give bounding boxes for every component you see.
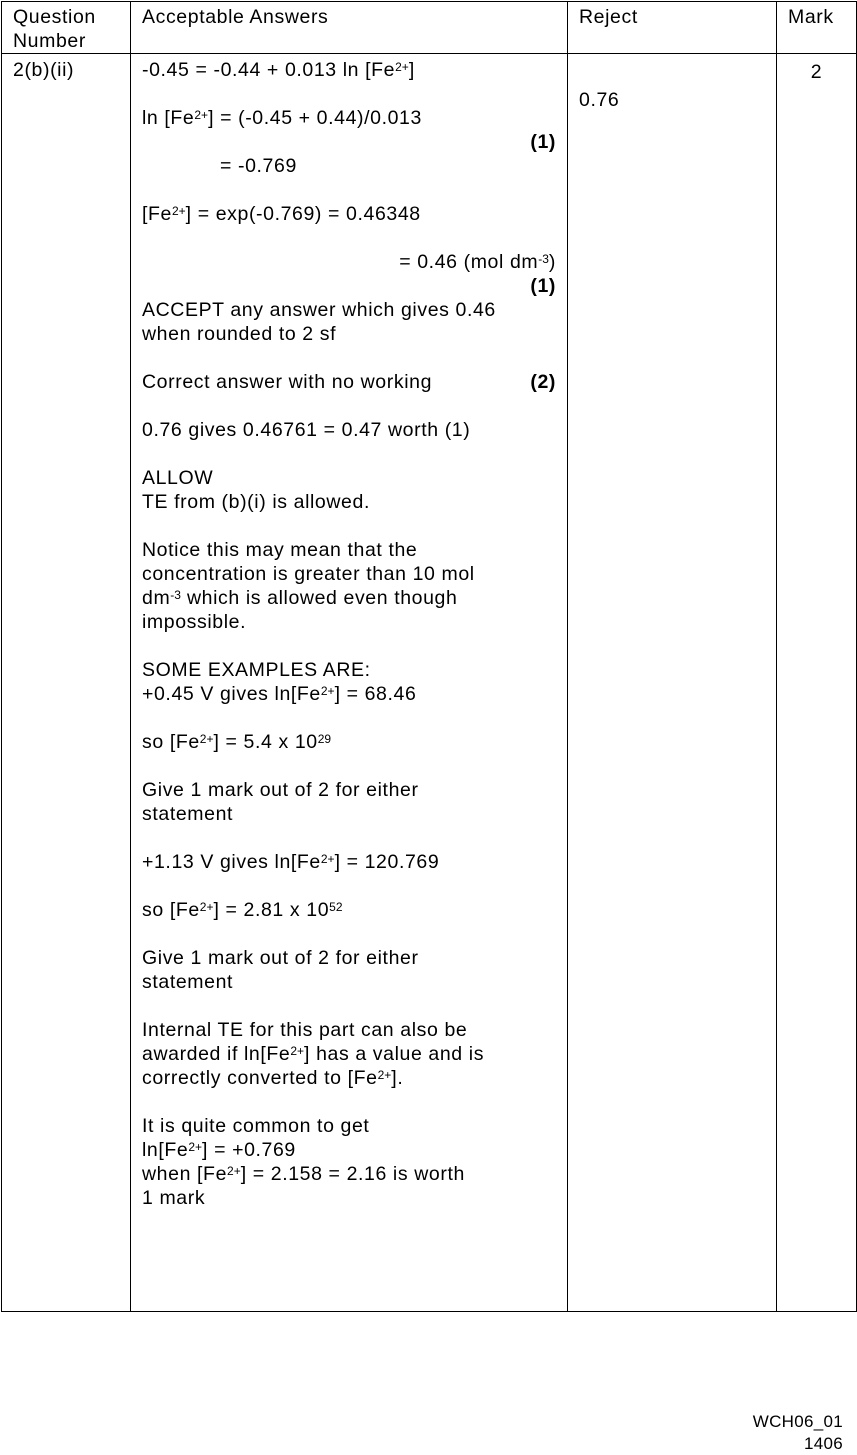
header-reject: Reject bbox=[568, 2, 777, 54]
header-mark: Mark bbox=[777, 2, 857, 54]
common-error-note: $\ln[Fe^{2+}] = +0.769$ bbox=[142, 1139, 296, 1161]
mark-value: 2 bbox=[777, 54, 857, 1312]
header-row bbox=[2, 2, 857, 54]
internal-te-note: correctly converted to $[Fe^{2+}]$. bbox=[142, 1067, 404, 1089]
answer-row bbox=[2, 54, 857, 1312]
mark-allocation: (1) bbox=[530, 275, 556, 297]
give-mark-note: Give 1 mark out of 2 for either bbox=[142, 947, 419, 969]
common-error-note: when $[Fe^{2+}] = 2.158 = 2.16$ is worth bbox=[142, 1163, 465, 1185]
question-number: 2(b)(ii) bbox=[2, 54, 131, 1312]
answer-exp-line: $[Fe^{2+}] = \exp(-0.769) = 0.46348$ bbox=[142, 203, 421, 225]
answer-final-line: = 0.46 (mol $dm^{-3}$) bbox=[399, 251, 556, 273]
examples-heading: SOME EXAMPLES ARE: bbox=[142, 659, 371, 681]
acceptable-answers bbox=[131, 54, 568, 1312]
mark-scheme-table bbox=[1, 1, 857, 1312]
answer-value-line: = -0.769 bbox=[220, 155, 297, 177]
reject-value: 0.76 bbox=[579, 89, 620, 111]
internal-te-note: awarded if $\ln[Fe^{2+}]$ has a value and is bbox=[142, 1043, 485, 1065]
allow-heading: ALLOW bbox=[142, 467, 214, 489]
answer-equation-line: -0.45 = -0.44 + 0.013 $\ln [Fe^{2+}]$ bbox=[142, 59, 415, 81]
notice-note: $dm^{-3}$ which is allowed even though bbox=[142, 587, 458, 609]
exam-session: 1406 bbox=[803, 1434, 843, 1453]
accept-note: when rounded to 2 sf bbox=[142, 323, 337, 345]
notice-note: impossible. bbox=[142, 611, 247, 633]
common-error-note: 1 mark bbox=[142, 1187, 206, 1209]
notice-note: Notice this may mean that the bbox=[142, 539, 418, 561]
internal-te-note: Internal TE for this part can also be bbox=[142, 1019, 468, 1041]
answer-rearranged-line: $\ln [Fe^{2+}] = (-0.45 + 0.44)/0.013$ bbox=[142, 107, 422, 129]
give-mark-note: Give 1 mark out of 2 for either bbox=[142, 779, 419, 801]
example-line: +0.45 V gives $\ln[Fe^{2+}] = 68.46$ bbox=[142, 683, 417, 705]
notice-note: concentration is greater than 10 mol bbox=[142, 563, 475, 585]
page-footer bbox=[753, 1411, 843, 1455]
alternative-value-note: 0.76 gives 0.46761 = 0.47 worth (1) bbox=[142, 419, 471, 441]
reject-cell bbox=[568, 54, 777, 1312]
common-error-note: It is quite common to get bbox=[142, 1115, 370, 1137]
header-acceptable-answers: Acceptable Answers bbox=[131, 2, 568, 54]
mark-allocation: (1) bbox=[530, 131, 556, 153]
give-mark-note: statement bbox=[142, 971, 234, 993]
te-note: TE from (b)(i) is allowed. bbox=[142, 491, 370, 513]
header-question-number: Question Number bbox=[2, 2, 131, 54]
accept-note: ACCEPT any answer which gives 0.46 bbox=[142, 299, 496, 321]
give-mark-note: statement bbox=[142, 803, 234, 825]
paper-code: WCH06_01 bbox=[752, 1412, 843, 1431]
example-line: so $[Fe^{2+}] = 2.81$ x $10^{52}$ bbox=[142, 899, 343, 921]
example-line: +1.13 V gives $\ln[Fe^{2+}] = 120.769$ bbox=[142, 851, 440, 873]
no-working-note: Correct answer with no working (2) bbox=[142, 371, 556, 393]
example-line: so $[Fe^{2+}] = 5.4$ x $10^{29}$ bbox=[142, 731, 332, 753]
